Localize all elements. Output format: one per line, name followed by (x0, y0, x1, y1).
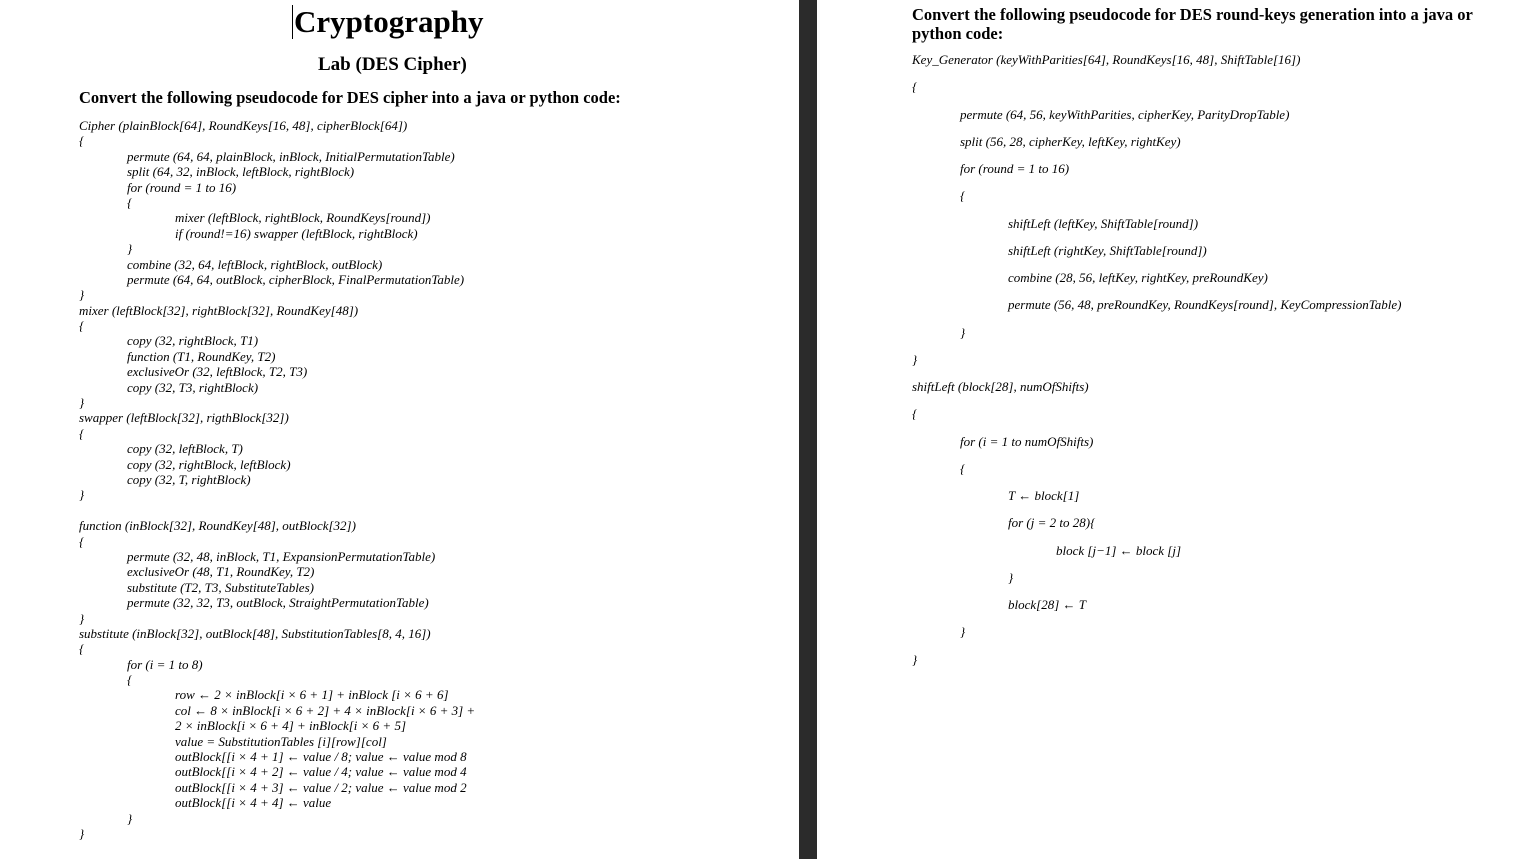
code-line: copy (32, rightBlock, T1) (127, 333, 259, 349)
code-line: permute (56, 48, preRoundKey, RoundKeys[round], KeyCompressionTable) (1008, 297, 1402, 313)
code-line: for (j = 2 to 28){ (1008, 515, 1096, 531)
code-line: } (127, 810, 133, 826)
code-line: col ← 8 × inBlock[i × 6 + 2] + 4 × inBlock[i × 6 + 3] + (175, 702, 476, 718)
code-line: copy (32, leftBlock, T) (127, 441, 243, 457)
code-line: mixer (leftBlock[32], rightBlock[32], RoundKey[48]) (79, 302, 359, 318)
code-line: combine (32, 64, leftBlock, rightBlock, outBlock) (127, 256, 383, 272)
code-line: { (79, 133, 85, 149)
code-line: T ← block[1] (1008, 488, 1080, 503)
code-line: mixer (leftBlock, rightBlock, RoundKeys[round]) (175, 210, 431, 226)
cipher-pseudocode-block (79, 118, 475, 841)
code-line: outBlock[[i × 4 + 2] ← value / 4; value ← value mod 4 (175, 764, 467, 780)
code-line: block[28] ← T (1008, 597, 1086, 612)
code-line: swapper (leftBlock[32], rigthBlock[32]) (79, 410, 289, 426)
code-line: copy (32, T, rightBlock) (127, 471, 251, 487)
cipher-instruction: Convert the following pseudocode for DES cipher into a java or python code: (79, 88, 621, 107)
code-line: { (79, 318, 85, 334)
code-line: } (960, 624, 966, 640)
code-line: split (64, 32, inBlock, leftBlock, rightBlock) (127, 164, 355, 180)
code-line: function (inBlock[32], RoundKey[48], outBlock[32]) (79, 518, 356, 534)
code-line: exclusiveOr (32, leftBlock, T2, T3) (127, 364, 308, 380)
code-line: } (79, 610, 85, 626)
code-line: Key_Generator (keyWithParities[64], RoundKeys[16, 48], ShiftTable[16]) (912, 52, 1301, 67)
code-line: { (79, 425, 85, 441)
code-line: outBlock[[i × 4 + 4] ← value (175, 795, 332, 811)
code-line: { (127, 672, 133, 688)
code-line: exclusiveOr (48, T1, RoundKey, T2) (127, 564, 315, 580)
code-line: shiftLeft (block[28], numOfShifts) (912, 379, 1089, 394)
code-line: split (56, 28, cipherKey, leftKey, rightKey) (960, 133, 1181, 149)
code-line: outBlock[[i × 4 + 3] ← value / 2; value ← value mod 2 (175, 779, 467, 795)
code-line: } (127, 241, 133, 257)
code-line: { (960, 188, 966, 204)
code-line: substitute (T2, T3, SubstituteTables) (127, 579, 314, 595)
code-line: permute (32, 48, inBlock, T1, ExpansionPermutationTable) (127, 548, 436, 564)
code-line: permute (64, 64, plainBlock, inBlock, InitialPermutationTable) (127, 148, 455, 164)
code-line: for (round = 1 to 16) (127, 179, 237, 195)
code-line: copy (32, T3, rightBlock) (127, 379, 259, 395)
keygen-instruction: Convert the following pseudocode for DES round-keys generation into a java or python code: (912, 5, 1473, 43)
code-line: shiftLeft (leftKey, ShiftTable[round]) (1008, 215, 1199, 231)
text-cursor (292, 5, 293, 39)
code-line: permute (64, 56, keyWithParities, cipherKey, ParityDropTable) (960, 106, 1290, 122)
page-gutter (799, 0, 817, 859)
code-line: } (79, 825, 85, 841)
code-line: } (79, 395, 85, 411)
code-line: for (i = 1 to numOfShifts) (960, 433, 1094, 449)
code-line: } (912, 351, 918, 367)
document-page-right (817, 0, 1529, 859)
code-line: row ← 2 × inBlock[i × 6 + 1] + inBlock [i × 6 + 6] (175, 687, 449, 703)
code-line: substitute (inBlock[32], outBlock[48], SubstitutionTables[8, 4, 16]) (79, 625, 431, 641)
code-line: for (i = 1 to 8) (127, 656, 203, 672)
code-line: value = SubstitutionTables [i][row][col] (175, 733, 387, 749)
code-line: for (round = 1 to 16) (960, 161, 1070, 176)
code-line: copy (32, rightBlock, leftBlock) (127, 456, 291, 472)
code-line: { (912, 79, 918, 95)
code-line: if (round!=16) swapper (leftBlock, rightBlock) (175, 225, 418, 241)
code-line: { (127, 194, 133, 210)
code-line: 2 × inBlock[i × 6 + 4] + inBlock[i × 6 + 5] (175, 718, 407, 734)
code-line: } (1008, 569, 1014, 585)
code-line: combine (28, 56, leftKey, rightKey, preRoundKey) (1008, 270, 1268, 285)
code-line: outBlock[[i × 4 + 1] ← value / 8; value ← value mod 8 (175, 749, 467, 765)
code-line: { (79, 533, 85, 549)
code-line: block [j−1] ← block [j] (1056, 542, 1182, 558)
code-line: Cipher (plainBlock[64], RoundKeys[16, 48], cipherBlock[64]) (79, 118, 408, 133)
page-subtitle: Lab (DES Cipher) (318, 54, 467, 75)
code-line: { (912, 406, 918, 422)
keygen-pseudocode-block (912, 52, 1401, 679)
page-title: Cryptography (294, 4, 484, 39)
code-line: permute (32, 32, T3, outBlock, StraightPermutationTable) (127, 595, 429, 611)
code-line: } (960, 324, 966, 340)
code-line: } (79, 287, 85, 303)
code-line: permute (64, 64, outBlock, cipherBlock, FinalPermutationTable) (127, 271, 465, 287)
code-line: } (912, 651, 918, 667)
code-line: } (79, 487, 85, 503)
code-line: { (960, 460, 966, 476)
code-line: { (79, 641, 85, 657)
code-line: function (T1, RoundKey, T2) (127, 348, 276, 364)
code-line (79, 503, 475, 518)
code-line: shiftLeft (rightKey, ShiftTable[round]) (1008, 242, 1207, 258)
